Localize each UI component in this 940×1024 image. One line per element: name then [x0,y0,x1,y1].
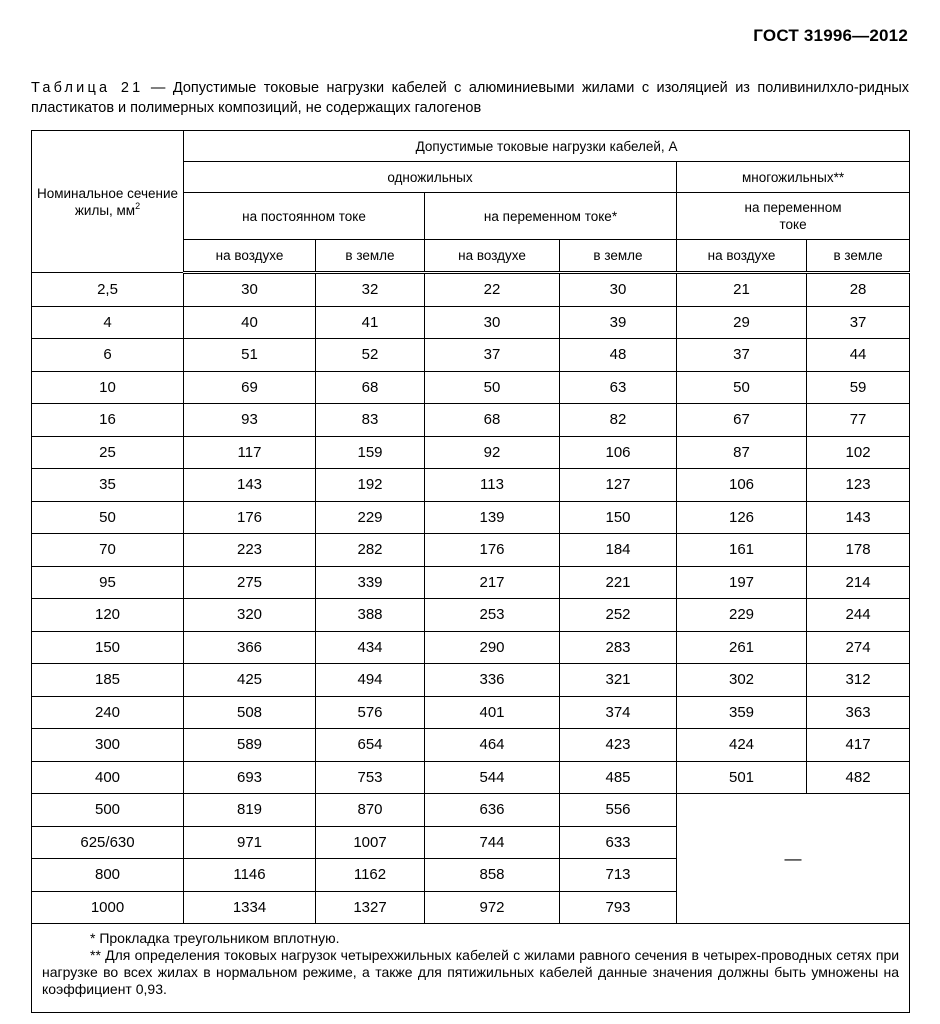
cell-section: 800 [32,859,184,892]
cell-value: 37 [677,339,807,372]
cell-value: 50 [677,371,807,404]
table-caption [31,78,909,118]
cell-value: 30 [184,273,316,307]
table-row [32,729,910,762]
cell-value: 388 [316,599,425,632]
cell-value: 636 [425,794,560,827]
sub-header-ac-multi [677,193,910,240]
cell-value: 102 [807,436,910,469]
cell-value: 589 [184,729,316,762]
sub-header-ac-multi-label: на переменном токе [744,200,842,232]
cell-value: 143 [184,469,316,502]
cell-value: 485 [560,761,677,794]
cell-value: 30 [425,306,560,339]
table-caption-label: Таблица 21 [31,80,144,96]
cell-value: 253 [425,599,560,632]
cell-value: 464 [425,729,560,762]
table-row [32,534,910,567]
cell-value: 82 [560,404,677,437]
cell-value: 223 [184,534,316,567]
cell-value: 494 [316,664,425,697]
cell-section: 500 [32,794,184,827]
cell-section: 16 [32,404,184,437]
cell-value: 176 [425,534,560,567]
group-header-multi-core: многожильных** [677,162,910,193]
cell-value: 68 [316,371,425,404]
cell-value: 282 [316,534,425,567]
footnote-text: ** Для определения токовых нагрузок четырехжильных кабелей с жилами равного сечения в четырех-проводных сетях при нагрузке во всех жилах в нормальном режиме, а также для пятижильных кабелей данные значения должны быть умножены на коэффициент 0,93. [42,947,900,997]
footnote [42,930,899,947]
cell-value: 252 [560,599,677,632]
cell-value: 424 [677,729,807,762]
cell-value: 93 [184,404,316,437]
cell-value: 221 [560,566,677,599]
cell-value: 22 [425,273,560,307]
cell-value: 482 [807,761,910,794]
cell-value: 32 [316,273,425,307]
table-row [32,566,910,599]
cell-value: 283 [560,631,677,664]
cell-value: 501 [677,761,807,794]
cell-value: 192 [316,469,425,502]
cell-value: 693 [184,761,316,794]
cell-value: 68 [425,404,560,437]
cell-value: 106 [560,436,677,469]
cell-value: 28 [807,273,910,307]
table-row [32,436,910,469]
col-header-dc-ground: в земле [316,240,425,273]
cell-value: 67 [677,404,807,437]
cell-value: 143 [807,501,910,534]
table-row [32,664,910,697]
cell-value: 858 [425,859,560,892]
cell-section: 6 [32,339,184,372]
cell-value: 544 [425,761,560,794]
footnote [42,947,899,998]
cell-value: 366 [184,631,316,664]
cell-value: 336 [425,664,560,697]
cell-value: 321 [560,664,677,697]
cell-value: 819 [184,794,316,827]
col-header-ac-single-air: на воздухе [425,240,560,273]
cell-value: 633 [560,826,677,859]
cell-value: 117 [184,436,316,469]
table-caption-text: — Допустимые токовые нагрузки кабелей с алюминиевыми жилами с изоляцией из поливинилхло-ридных пластикатов и полимерных композиций, не содержащих галогенов [31,80,910,116]
cell-value: 217 [425,566,560,599]
cell-value: 161 [677,534,807,567]
table-row [32,696,910,729]
cell-value: 339 [316,566,425,599]
cell-value: 29 [677,306,807,339]
cell-value: 39 [560,306,677,339]
cell-section: 1000 [32,891,184,924]
cell-section: 240 [32,696,184,729]
table-row [32,501,910,534]
cell-section: 150 [32,631,184,664]
cell-section: 10 [32,371,184,404]
cell-value: 971 [184,826,316,859]
table-body [32,273,910,1013]
cell-value: 184 [560,534,677,567]
cell-value: 37 [425,339,560,372]
col-header-dc-air: на воздухе [184,240,316,273]
cell-section: 35 [32,469,184,502]
cell-value: 425 [184,664,316,697]
col-header-section-sup: 2 [135,200,141,211]
col-header-ac-multi-ground: в земле [807,240,910,273]
col-header-section [32,131,184,273]
cell-section: 625/630 [32,826,184,859]
group-header-all: Допустимые токовые нагрузки кабелей, А [184,131,910,162]
sub-header-dc: на постоянном токе [184,193,425,240]
cell-section: 70 [32,534,184,567]
cell-value: 576 [316,696,425,729]
table-row [32,469,910,502]
cell-value: 434 [316,631,425,664]
cell-value: 83 [316,404,425,437]
cell-section: 2,5 [32,273,184,307]
cell-value: 302 [677,664,807,697]
footnote-text: * Прокладка треугольником вплотную. [90,930,340,946]
cell-value: 244 [807,599,910,632]
cell-value: 744 [425,826,560,859]
cell-value: 197 [677,566,807,599]
cell-value: 1007 [316,826,425,859]
cell-value: 21 [677,273,807,307]
col-header-section-label: Номинальное сечение жилы, мм [36,185,179,218]
cell-value: 178 [807,534,910,567]
cell-value: 214 [807,566,910,599]
cell-value: 40 [184,306,316,339]
cell-value: 1162 [316,859,425,892]
cell-value: 92 [425,436,560,469]
cell-value: 363 [807,696,910,729]
table-notes [32,924,910,1013]
table-row [32,306,910,339]
cell-not-applicable [677,794,910,924]
cell-value: 50 [425,371,560,404]
cell-section: 4 [32,306,184,339]
cell-value: 556 [560,794,677,827]
cell-value: 320 [184,599,316,632]
cell-value: 48 [560,339,677,372]
table-row [32,631,910,664]
cell-section: 50 [32,501,184,534]
cell-value: 63 [560,371,677,404]
cell-value: 261 [677,631,807,664]
table-row [32,273,910,307]
cell-value: 126 [677,501,807,534]
cell-value: 1334 [184,891,316,924]
table-row [32,794,910,827]
cell-value: 123 [807,469,910,502]
cell-value: 69 [184,371,316,404]
cell-value: 870 [316,794,425,827]
cell-value: 37 [807,306,910,339]
sub-header-ac-single: на переменном токе* [425,193,677,240]
cell-value: 423 [560,729,677,762]
cell-value: 52 [316,339,425,372]
cell-value: 139 [425,501,560,534]
cell-value: 176 [184,501,316,534]
table-row [32,404,910,437]
cell-section: 95 [32,566,184,599]
cell-value: 150 [560,501,677,534]
cell-value: 30 [560,273,677,307]
cell-value: 113 [425,469,560,502]
cell-value: 106 [677,469,807,502]
table-row [32,371,910,404]
table-row [32,599,910,632]
cell-section: 185 [32,664,184,697]
cell-value: 1327 [316,891,425,924]
cell-value: 1146 [184,859,316,892]
cell-value: 793 [560,891,677,924]
cell-value: 401 [425,696,560,729]
cell-value: 229 [677,599,807,632]
cell-value: 51 [184,339,316,372]
notes-row [32,924,910,1013]
cell-value: 127 [560,469,677,502]
cell-value: 359 [677,696,807,729]
cell-value: 87 [677,436,807,469]
col-header-ac-single-ground: в земле [560,240,677,273]
cell-value: 275 [184,566,316,599]
document-standard-header: ГОСТ 31996—2012 [753,26,908,45]
cell-value: 972 [425,891,560,924]
group-header-single-core: одножильных [184,162,677,193]
current-load-table [31,130,910,1013]
cell-value: 374 [560,696,677,729]
not-applicable-dash: — [784,848,802,868]
cell-value: 312 [807,664,910,697]
col-header-ac-multi-air: на воздухе [677,240,807,273]
cell-value: 654 [316,729,425,762]
cell-section: 120 [32,599,184,632]
table-row [32,339,910,372]
cell-value: 290 [425,631,560,664]
cell-value: 229 [316,501,425,534]
cell-value: 753 [316,761,425,794]
cell-value: 77 [807,404,910,437]
cell-value: 417 [807,729,910,762]
cell-value: 44 [807,339,910,372]
cell-value: 59 [807,371,910,404]
cell-value: 274 [807,631,910,664]
cell-section: 300 [32,729,184,762]
cell-section: 25 [32,436,184,469]
table-row [32,761,910,794]
cell-section: 400 [32,761,184,794]
cell-value: 41 [316,306,425,339]
cell-value: 159 [316,436,425,469]
cell-value: 508 [184,696,316,729]
cell-value: 713 [560,859,677,892]
